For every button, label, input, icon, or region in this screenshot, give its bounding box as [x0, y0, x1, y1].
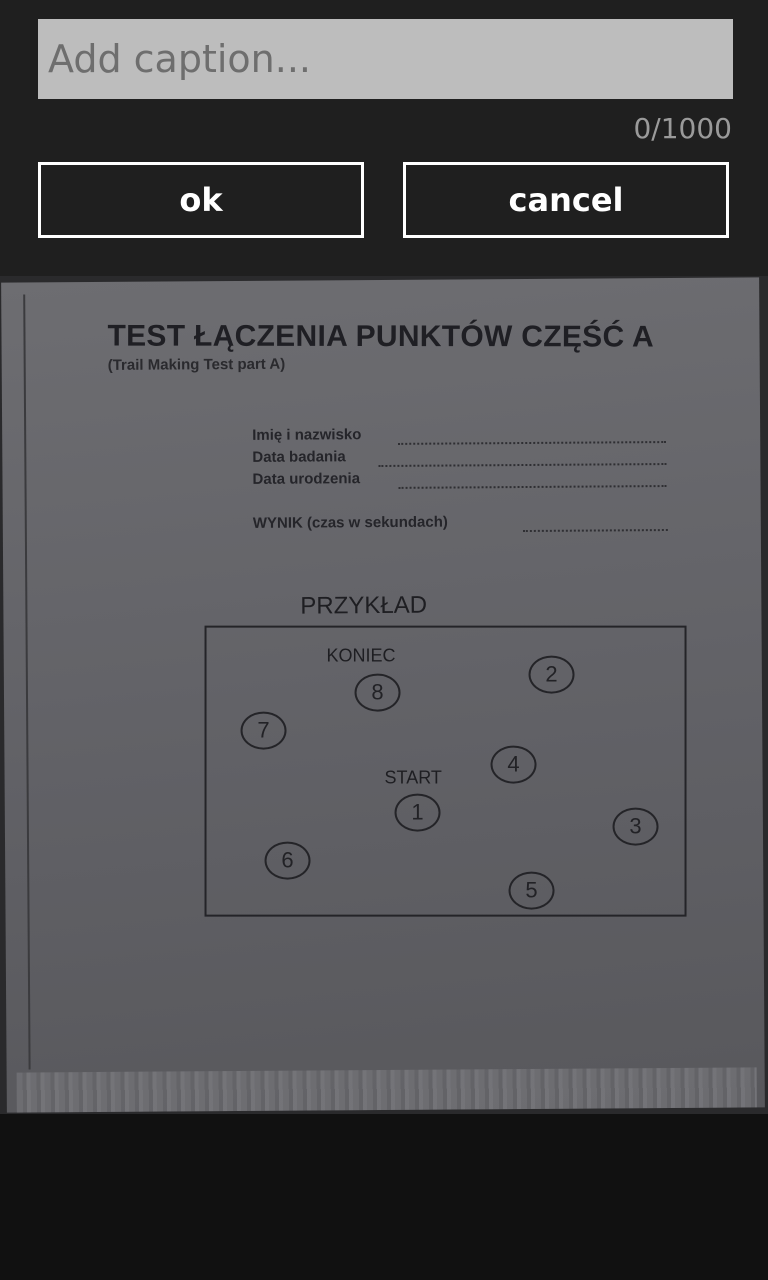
- cancel-button[interactable]: cancel: [403, 162, 729, 238]
- example-heading: PRZYKŁAD: [300, 591, 428, 620]
- field-result-label: WYNIK (czas w sekundach): [252, 513, 448, 532]
- photo-preview: [0, 276, 768, 1114]
- character-count: 0/1000: [633, 112, 732, 145]
- bottom-area: [0, 1114, 768, 1280]
- field-birth-date-label: Data urodzenia: [252, 470, 361, 488]
- node-1: 1: [395, 794, 441, 832]
- field-birth-date-line: [399, 485, 667, 489]
- field-exam-date-line: [378, 463, 666, 467]
- field-result-line: [523, 529, 668, 532]
- caption-panel: [0, 0, 768, 276]
- end-label: KONIEC: [326, 645, 396, 666]
- ok-button[interactable]: ok: [38, 162, 364, 238]
- node-7: 7: [241, 712, 287, 750]
- document-title: TEST ŁĄCZENIA PUNKTÓW CZĘŚĆ A: [107, 319, 654, 354]
- field-name-label: Imię i nazwisko: [252, 426, 362, 444]
- field-exam-date-label: Data badania: [252, 448, 346, 466]
- node-4: 4: [491, 746, 537, 784]
- start-label: START: [384, 767, 442, 788]
- paper-bottom-edge: [17, 1067, 757, 1112]
- node-2: 2: [529, 656, 575, 694]
- document-subtitle: (Trail Making Test part A): [107, 355, 286, 374]
- field-name-line: [398, 441, 666, 445]
- document-photo: [1, 277, 765, 1112]
- paper-edge: [23, 294, 30, 1069]
- node-3: 3: [613, 808, 659, 846]
- example-diagram: [205, 626, 687, 917]
- node-5: 5: [509, 872, 555, 910]
- node-8: 8: [355, 674, 401, 712]
- node-6: 6: [265, 842, 311, 880]
- caption-input[interactable]: [38, 19, 733, 99]
